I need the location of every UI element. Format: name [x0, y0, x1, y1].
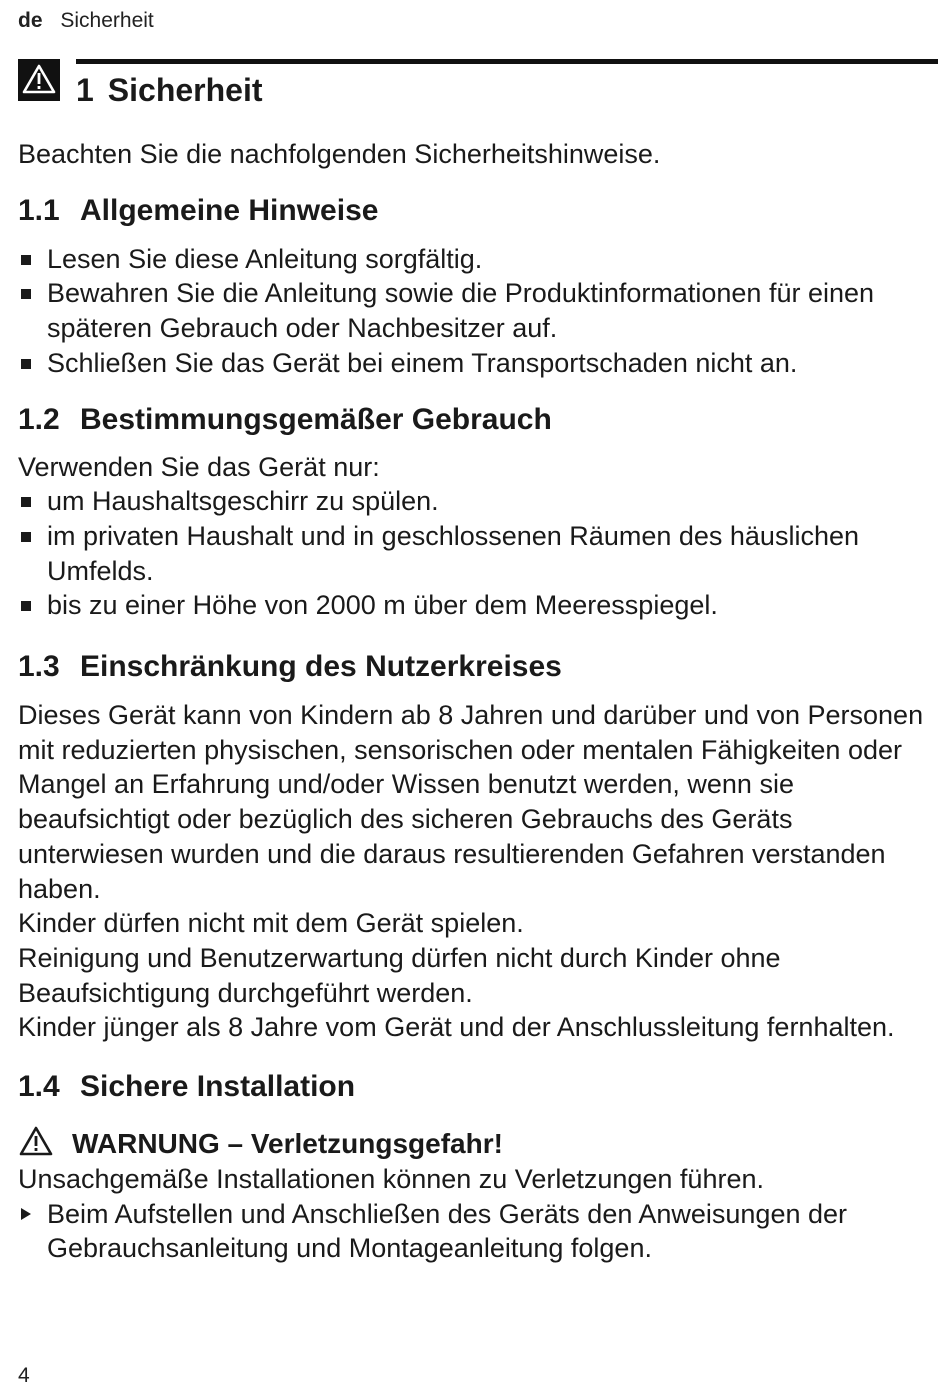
paragraph: Reinigung und Benutzerwartung dürfen nicht durch Kinder ohne Beaufsichtigung durchgeführt werden.	[18, 942, 781, 1008]
warning-box-icon	[18, 59, 60, 101]
section-number: 1.1	[18, 193, 60, 227]
paragraph: Dieses Gerät kann von Kindern ab 8 Jahren und darüber und von Personen mit reduzierten physischen, sensorischen oder mentalen Fähigkeiten oder Mangel an Erfahrung und/oder Wissen benutzt werden, wenn sie beaufsichtigt oder bezüglich des sicheren Gebrauchs des Geräts unterwiesen wurden und die daraus resultierenden Gefahren verstanden haben.	[18, 700, 924, 904]
chapter-title	[76, 72, 263, 109]
section-title: Allgemeine Hinweise	[80, 193, 379, 227]
intro-text: Beachten Sie die nachfolgenden Sicherheitshinweise.	[18, 139, 661, 169]
list-item: um Haushaltsgeschirr zu spülen.	[18, 484, 933, 519]
section-number: 1.4	[18, 1070, 60, 1104]
list-item: bis zu einer Höhe von 2000 m über dem Meeresspiegel.	[18, 588, 933, 623]
intended-use-list	[18, 484, 933, 623]
page-header	[18, 9, 154, 33]
warning-triangle-icon	[18, 1125, 54, 1157]
general-notes-list	[18, 242, 933, 381]
warning-heading	[18, 1125, 933, 1162]
paragraph: Kinder jünger als 8 Jahre vom Gerät und der Anschlussleitung fernhalten.	[18, 1012, 895, 1043]
language-code: de	[18, 9, 43, 32]
section-number: 1.3	[18, 650, 60, 684]
list-item: Schließen Sie das Gerät bei einem Transportschaden nicht an.	[18, 346, 933, 381]
chapter-rule	[76, 59, 938, 64]
list-item: Lesen Sie diese Anleitung sorgfältig.	[18, 242, 933, 277]
section-heading-1-4	[18, 1069, 933, 1105]
section-number: 1.2	[18, 402, 60, 436]
action-item: Beim Aufstellen und Anschließen des Geräts den Anweisungen der Gebrauchsanleitung und Montageanleitung folgen.	[18, 1197, 933, 1266]
warning-description: Unsachgemäße Installationen können zu Verletzungen führen.	[18, 1164, 764, 1195]
list-item: im privaten Haushalt und in geschlossenen Räumen des häuslichen Umfelds.	[18, 519, 933, 588]
user-restriction-text	[18, 698, 933, 1045]
chapter-title-text: Sicherheit	[107, 72, 263, 108]
warning-text: WARNUNG – Verletzungsgefahr!	[72, 1128, 503, 1160]
chapter-number: 1	[76, 72, 94, 108]
section-heading-1-3	[18, 649, 933, 685]
page-number: 4	[18, 1364, 30, 1387]
section-title: Sichere Installation	[80, 1070, 356, 1104]
list-item: Bewahren Sie die Anleitung sowie die Produktinformationen für einen späteren Gebrauch oder Nachbesitzer auf.	[18, 276, 933, 345]
section-heading-1-2	[18, 402, 933, 438]
intended-use-lead: Verwenden Sie das Gerät nur:	[18, 451, 380, 482]
section-title: Einschränkung des Nutzerkreises	[80, 650, 562, 684]
action-list	[18, 1197, 933, 1266]
section-title: Bestimmungsgemäßer Gebrauch	[80, 402, 552, 436]
paragraph: Kinder dürfen nicht mit dem Gerät spielen.	[18, 908, 524, 939]
page-content	[18, 137, 933, 1266]
header-section: Sicherheit	[60, 9, 154, 32]
section-heading-1-1	[18, 193, 933, 229]
